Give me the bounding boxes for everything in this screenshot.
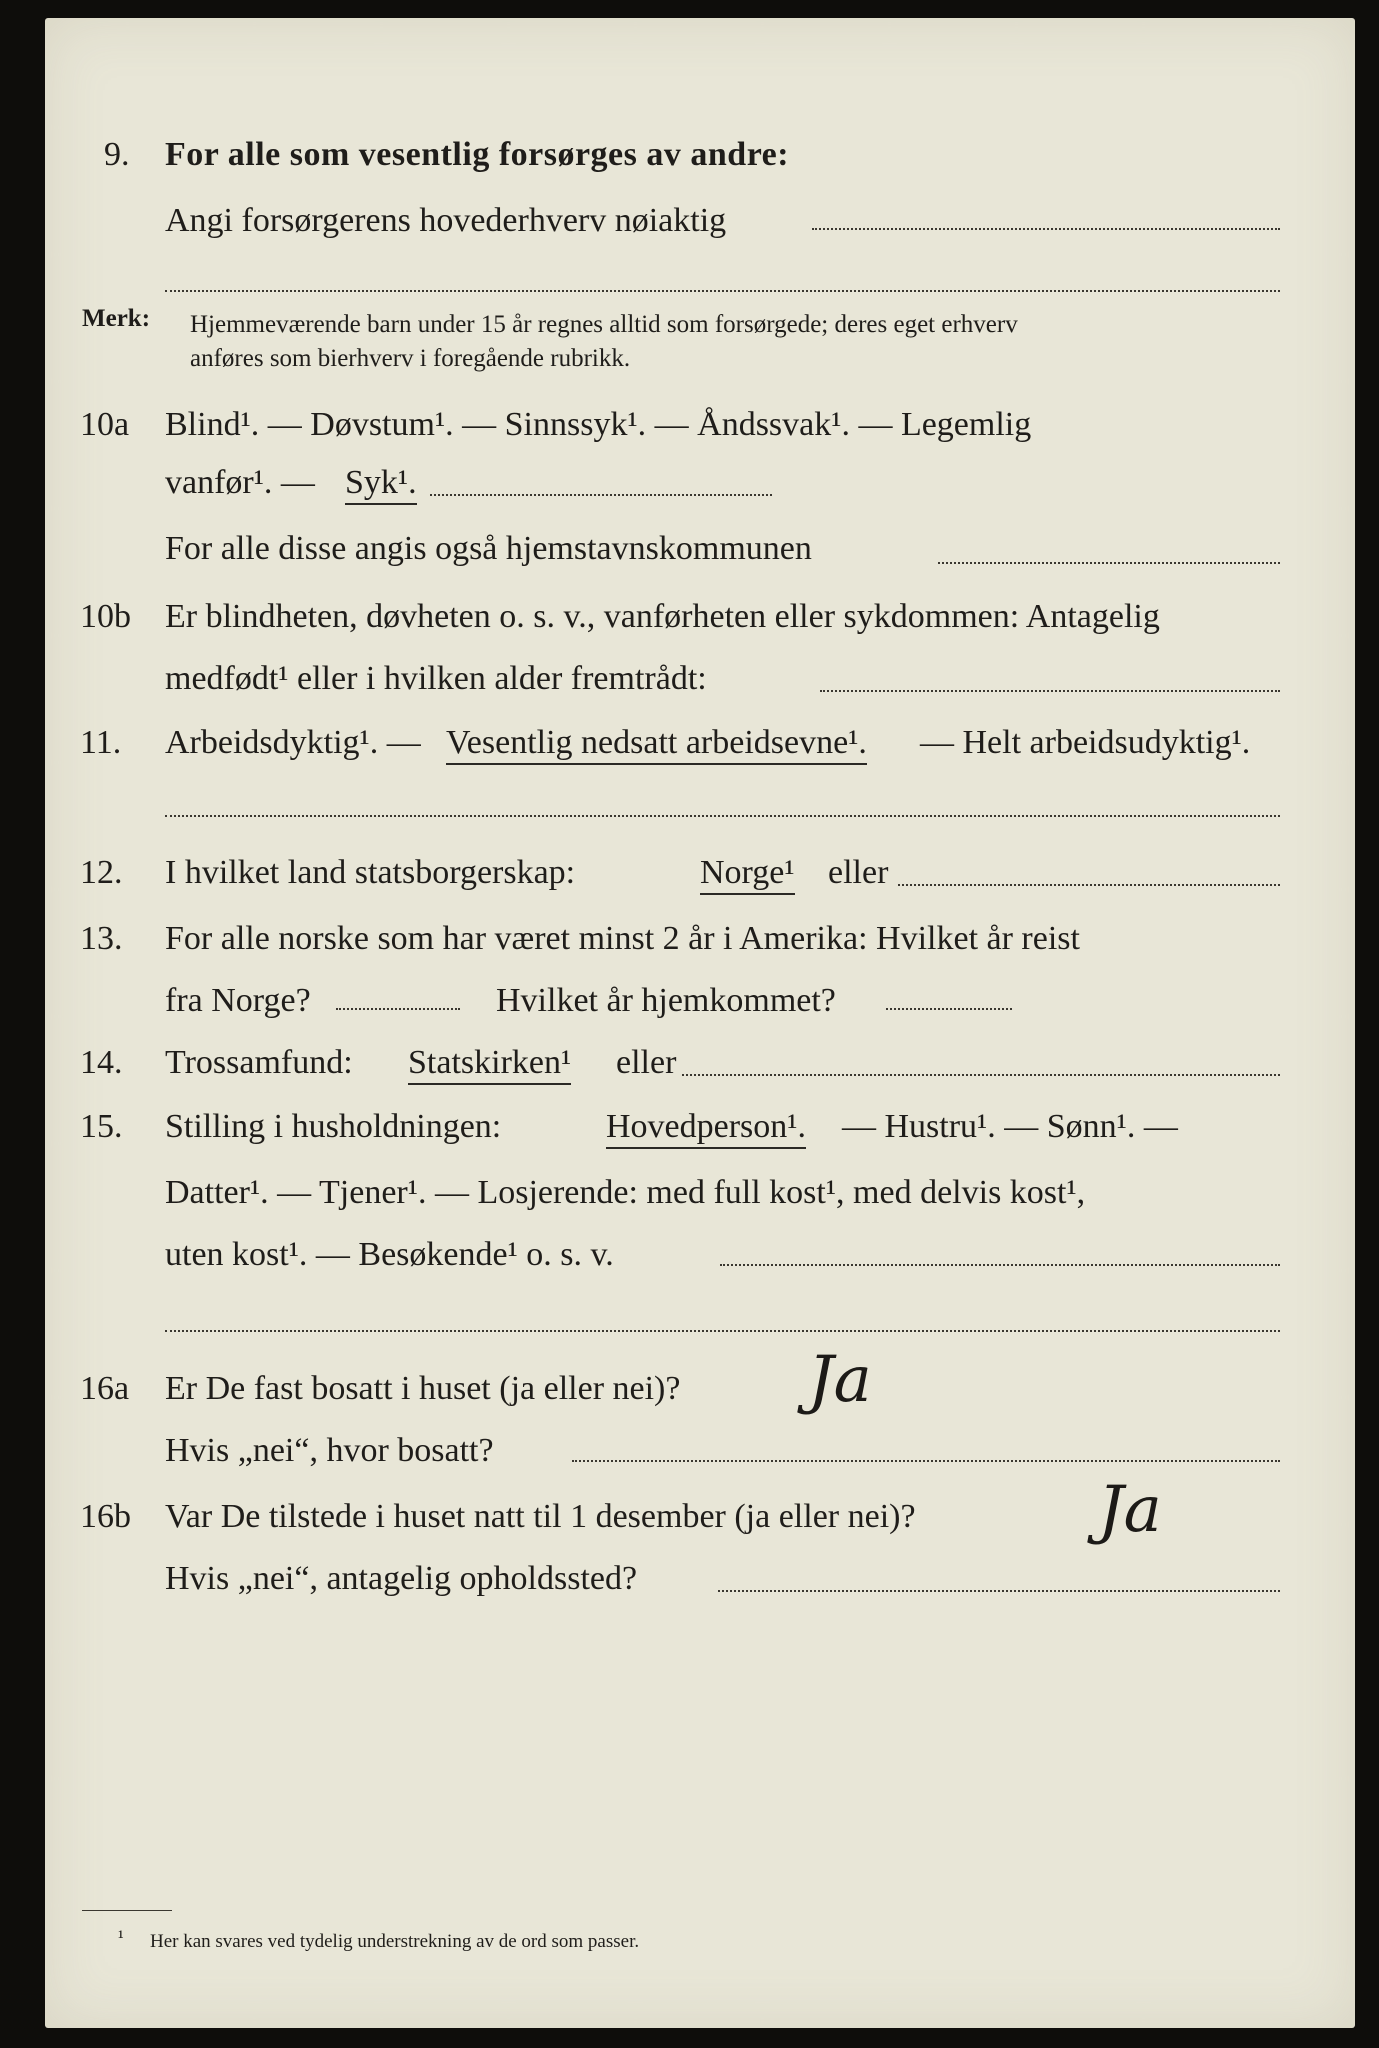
q12-part1: I hvilket land statsborgerskap:	[165, 854, 576, 891]
q10a-answer-line[interactable]	[430, 494, 772, 496]
q14-part3: eller	[616, 1044, 677, 1081]
q16a-number: 16a	[80, 1370, 130, 1407]
q15-line1c: — Hustru¹. — Sønn¹. —	[842, 1108, 1178, 1145]
q16a-line2: Hvis „nei“, hvor bosatt?	[165, 1432, 494, 1469]
q16b-number: 16b	[80, 1498, 131, 1535]
footnote-rule	[82, 1910, 172, 1911]
q13-reist-line[interactable]	[336, 1008, 460, 1010]
q10b-line2: medfødt¹ eller i hvilken alder fremtrådt:	[165, 660, 707, 697]
q10b-number: 10b	[80, 598, 131, 635]
q14-number: 14.	[80, 1044, 123, 1081]
merk-line2: anføres som bierhverv i foregående rubrikk.	[190, 345, 631, 372]
q16b-line2: Hvis „nei“, antagelig opholdssted?	[165, 1560, 638, 1597]
q13-hjemkommet-line[interactable]	[886, 1008, 1012, 1010]
merk-label: Merk:	[82, 305, 151, 332]
footnote-mark: ¹	[118, 1927, 124, 1948]
q15-line1a: Stilling i husholdningen:	[165, 1108, 502, 1145]
q16a-handwritten-answer: Ja	[808, 1343, 872, 1417]
q14-statskirken-underlined: Statskirken¹	[408, 1046, 571, 1085]
q11-answer-line[interactable]	[165, 815, 1280, 817]
q14-part1: Trossamfund:	[165, 1044, 353, 1081]
q16b-handwritten-answer: Ja	[1098, 1473, 1162, 1547]
q15-continuation-line[interactable]	[165, 1330, 1280, 1332]
footnote-text: Her kan svares ved tydelig understrekning av de ord som passer.	[150, 1931, 640, 1952]
q13-line1: For alle norske som har været minst 2 år i Amerika: Hvilket år reist	[165, 920, 1080, 957]
q10a-line3: For alle disse angis også hjemstavnskommunen	[165, 530, 812, 567]
q9-number: 9.	[104, 136, 130, 173]
q13-line2b: Hvilket år hjemkommet?	[496, 982, 836, 1019]
q16a-bosatt-line[interactable]	[572, 1460, 1280, 1462]
q12-norge-underlined: Norge¹	[700, 856, 795, 895]
q13-number: 13.	[80, 920, 123, 957]
q12-part3: eller	[828, 854, 889, 891]
q10a-hjemstavn-line[interactable]	[938, 562, 1280, 564]
q15-line3: uten kost¹. — Besøkende¹ o. s. v.	[165, 1236, 614, 1273]
q15-hovedperson-underlined: Hovedperson¹.	[606, 1110, 806, 1149]
q12-number: 12.	[80, 854, 123, 891]
q16b-opholdssted-line[interactable]	[718, 1590, 1280, 1592]
q10a-line1: Blind¹. — Døvstum¹. — Sinnssyk¹. — Åndssvak¹. — Legemlig	[165, 406, 1032, 443]
merk-line1: Hjemmeværende barn under 15 år regnes alltid som forsørgede; deres eget erhverv	[190, 311, 1018, 338]
q10a-syk-underlined: Syk¹.	[345, 466, 417, 505]
q11-part3: — Helt arbeidsudyktig¹.	[920, 724, 1251, 761]
q11-number: 11.	[80, 724, 122, 761]
q11-nedsatt-underlined: Vesentlig nedsatt arbeidsevne¹.	[446, 726, 867, 765]
q12-answer-line[interactable]	[898, 884, 1280, 886]
q10a-line2a: vanfør¹. —	[165, 464, 315, 501]
q13-line2a: fra Norge?	[165, 982, 311, 1019]
q14-answer-line[interactable]	[682, 1074, 1280, 1076]
q9-line1: For alle som vesentlig forsørges av andre:	[165, 136, 790, 173]
q10b-line1: Er blindheten, døvheten o. s. v., vanførheten eller sykdommen: Antagelig	[165, 598, 1160, 635]
q10a-number: 10a	[80, 406, 130, 443]
q15-line2: Datter¹. — Tjener¹. — Losjerende: med full kost¹, med delvis kost¹,	[165, 1174, 1086, 1211]
q9-line2: Angi forsørgerens hovederhverv nøiaktig	[165, 202, 727, 239]
q15-answer-line[interactable]	[720, 1264, 1280, 1266]
q11-part1: Arbeidsdyktig¹. —	[165, 724, 421, 761]
q9-continuation-line[interactable]	[165, 290, 1280, 292]
q9-answer-line[interactable]	[812, 228, 1280, 230]
q15-number: 15.	[80, 1108, 123, 1145]
q16a-line1: Er De fast bosatt i huset (ja eller nei)?	[165, 1370, 681, 1407]
q16b-line1: Var De tilstede i huset natt til 1 desember (ja eller nei)?	[165, 1498, 916, 1535]
q10b-answer-line[interactable]	[820, 690, 1280, 692]
